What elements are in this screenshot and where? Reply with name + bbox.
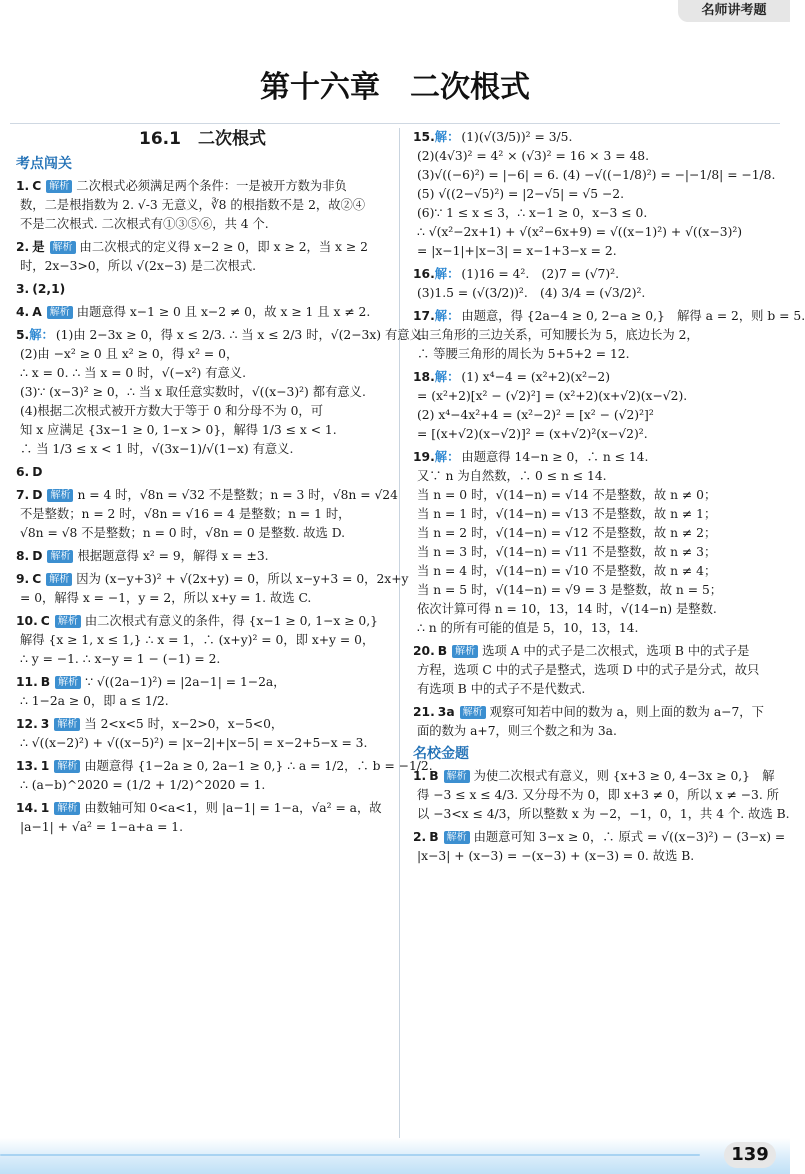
question-number: 2. — [413, 830, 427, 844]
entry-text: 当 n = 4 时，√(14−n) = √10 不是整数，故 n ≠ 4； — [417, 564, 717, 578]
right-entries-2 — [413, 767, 790, 866]
entry-text: (3)∵ (x−3)² ≥ 0，∴ 当 x 取任意实数时，√((x−3)²) 都有意义. — [20, 385, 366, 399]
right-column — [413, 128, 805, 870]
answer-choice: D — [32, 549, 43, 563]
entry-text: 由二次根式有意义的条件，得 {x−1 ≥ 0, 1−x ≥ 0,} — [84, 614, 378, 628]
question-number: 5. — [16, 328, 30, 342]
entry-text: 得 −3 ≤ x ≤ 4/3. 又分母不为 0，即 x+3 ≠ 0，所以 x ≠ −3. 所 — [417, 788, 779, 802]
subhead-kaodian: 考点闯关 — [16, 156, 72, 172]
entry-line — [16, 364, 389, 383]
entry-line — [413, 786, 778, 805]
entry-line — [16, 692, 389, 711]
entry-text: √8n = √8 不是整数；n = 0 时，√8n = 0 是整数. 故选 D. — [20, 526, 346, 540]
analysis-badge: 解析 — [444, 770, 470, 783]
analysis-badge: 解析 — [460, 706, 486, 719]
solution-label: 解： — [29, 328, 54, 342]
entry-line — [413, 467, 778, 486]
entry-line — [413, 562, 778, 581]
entry-line — [413, 619, 778, 638]
answer-choice: 3 — [40, 717, 50, 731]
entry-text: ∴ n 的所有可能的值是 5，10，13，14. — [417, 621, 639, 635]
entry-line — [413, 265, 778, 284]
solution-label: 解： — [434, 130, 460, 144]
entry-line — [16, 303, 389, 322]
answer-entry — [413, 703, 778, 741]
entry-text: (1)16 = 4². (2)7 = (√7)². — [461, 267, 620, 281]
entry-text: (5) √((2−√5)²) = |2−√5| = √5 −2. — [417, 187, 624, 201]
entry-text: 有选项 B 中的式子不是代数式. — [417, 682, 586, 696]
entry-text: = (x²+2)[x² − (√2)²] = (x²+2)(x+√2)(x−√2). — [417, 389, 688, 403]
entry-text: 不是整数；n = 2 时，√8n = √16 = 4 是整数；n = 1 时， — [20, 507, 351, 521]
question-number: 7. — [16, 488, 30, 502]
entry-text: 根据题意得 x² = 9，解得 x = ±3. — [77, 549, 269, 563]
answer-choice: B — [429, 769, 439, 783]
analysis-badge: 解析 — [54, 760, 80, 773]
header-tag: 名师讲考题 — [678, 0, 790, 22]
question-number: 15. — [413, 130, 435, 144]
analysis-badge: 解析 — [47, 306, 73, 319]
entry-text: (2) x⁴−4x²+4 = (x²−2)² = [x² − (√2)²]² — [417, 408, 654, 422]
entry-text: 由三角形的三边关系，可知腰长为 5，底边长为 2， — [417, 328, 699, 342]
entry-line — [413, 326, 778, 345]
entry-line — [413, 368, 778, 387]
entry-text: ∴ (a−b)^2020 = (1/2 + 1/2)^2020 = 1. — [20, 778, 266, 792]
answer-choice: A — [32, 305, 42, 319]
entry-text: ∴ y = −1. ∴ x−y = 1 − (−1) = 2. — [20, 652, 221, 666]
question-number: 12. — [16, 717, 38, 731]
entry-text: ∴ 1−2a ≥ 0，即 a ≤ 1/2. — [20, 694, 169, 708]
entry-text: 二次根式必须满足两个条件：一是被开方数为非负 — [76, 179, 347, 193]
answer-choice: 3a — [437, 705, 455, 719]
answer-entry — [16, 715, 389, 753]
entry-line — [16, 383, 389, 402]
entry-line — [16, 238, 389, 257]
entry-text: 当 n = 1 时，√(14−n) = √13 不是整数，故 n ≠ 1； — [417, 507, 717, 521]
entry-text: (2)(4√3)² = 4² × (√3)² = 16 × 3 = 48. — [417, 149, 649, 163]
answer-entry — [413, 767, 790, 824]
entry-text: (3)√((−6)²) = |−6| = 6. (4) −√((−1/8)²) = −|−1/8| = −1/8. — [417, 168, 776, 182]
question-number: 16. — [413, 267, 435, 281]
entry-line — [413, 204, 778, 223]
answer-entry — [16, 799, 389, 837]
entry-line — [413, 680, 778, 699]
answer-choice: C — [32, 572, 42, 586]
entry-text: 由二次根式的定义得 x−2 ≥ 0，即 x ≥ 2，当 x ≥ 2 — [79, 240, 368, 254]
entry-line — [16, 215, 389, 234]
entry-text: ∵ √((2a−1)²) = |2a−1| = 1−2a， — [85, 675, 286, 689]
entry-line — [16, 776, 389, 795]
column-divider — [399, 128, 400, 1146]
entry-line — [16, 757, 433, 776]
entry-line — [16, 345, 389, 364]
entry-line — [413, 387, 778, 406]
entry-line — [16, 196, 389, 215]
subhead-mingxiao: 名校金题 — [413, 746, 469, 762]
entry-line — [413, 425, 778, 444]
entry-text: 由题意，得 {2a−4 ≥ 0, 2−a ≥ 0,} 解得 a = 2，则 b = 5. — [461, 309, 805, 323]
answer-entry — [413, 828, 786, 866]
answer-entry — [413, 128, 778, 261]
entry-text: 又∵ n 为自然数，∴ 0 ≤ n ≤ 14. — [417, 469, 607, 483]
entry-line — [413, 284, 778, 303]
entry-text: 解得 {x ≥ 1, x ≤ 1,} ∴ x = 1，∴ (x+y)² = 0，即 x+y = 0， — [20, 633, 375, 647]
answer-choice: B — [429, 830, 439, 844]
question-number: 20. — [413, 644, 435, 658]
entry-text: (1) x⁴−4 = (x²+2)(x²−2) — [461, 370, 611, 384]
answer-choice: C — [40, 614, 50, 628]
answer-entry — [16, 673, 389, 711]
solution-label: 解： — [434, 267, 460, 281]
entry-text: 由题意得 {1−2a ≥ 0, 2a−1 ≥ 0,} ∴ a = 1/2，∴ b = −1/2. — [84, 759, 433, 773]
answer-entry — [16, 303, 389, 322]
question-number: 10. — [16, 614, 38, 628]
entry-line — [413, 242, 778, 261]
answer-entry — [413, 307, 805, 364]
answer-choice: D — [32, 488, 43, 502]
answer-choice: 1 — [40, 801, 50, 815]
entry-line — [413, 543, 778, 562]
analysis-badge: 解析 — [444, 831, 470, 844]
entry-text: 当 2<x<5 时，x−2>0，x−5<0， — [84, 717, 284, 731]
entry-line — [413, 406, 778, 425]
entry-line — [413, 345, 778, 364]
page-number: 139 — [724, 1142, 776, 1168]
entry-text: (3)1.5 = (√(3/2))². (4) 3/4 = (√3/2)². — [417, 286, 646, 300]
entry-line — [413, 581, 778, 600]
entry-text: (2)由 −x² ≥ 0 且 x² ≥ 0，得 x² = 0， — [20, 347, 239, 361]
entry-line — [16, 505, 389, 524]
answer-entry — [16, 238, 389, 276]
entry-text: 方程，选项 C 中的式子是整式，选项 D 中的式子是分式，故只 — [417, 663, 760, 677]
question-number: 9. — [16, 572, 30, 586]
entry-line — [413, 307, 805, 326]
entry-line — [413, 828, 786, 847]
entry-text: 观察可知若中间的数为 a，则上面的数为 a−7，下 — [489, 705, 764, 719]
entry-line — [16, 570, 409, 589]
entry-line — [16, 734, 389, 753]
entry-text: 选项 A 中的式子是二次根式，选项 B 中的式子是 — [482, 644, 750, 658]
question-number: 19. — [413, 450, 435, 464]
entry-text: (4)根据二次根式被开方数大于等于 0 和分母不为 0，可 — [20, 404, 324, 418]
question-number: 13. — [16, 759, 38, 773]
entry-line — [16, 524, 389, 543]
entry-line — [413, 805, 790, 824]
answer-choice: 1 — [40, 759, 50, 773]
entry-text: 依次计算可得 n = 10，13，14 时，√(14−n) 是整数. — [417, 602, 717, 616]
question-number: 6. — [16, 465, 30, 479]
answer-entry — [16, 280, 389, 299]
entry-text: (1)由 2−3x ≥ 0，得 x ≤ 2/3. ∴ 当 x ≤ 2/3 时，√(2−3x) 有意义. — [55, 328, 426, 342]
entry-line — [413, 185, 778, 204]
entry-line — [413, 166, 778, 185]
entry-text: 知 x 应满足 {3x−1 ≥ 0, 1−x > 0}，解得 1/3 ≤ x < 1. — [20, 423, 337, 437]
entry-text: = |x−1|+|x−3| = x−1+3−x = 2. — [417, 244, 617, 258]
entry-text: 为使二次根式有意义，则 {x+3 ≥ 0, 4−3x ≥ 0,} 解 — [473, 769, 775, 783]
entry-text: ∴ 等腰三角形的周长为 5+5+2 = 12. — [417, 347, 630, 361]
entry-line — [413, 448, 778, 467]
answer-choice: B — [437, 644, 448, 658]
entry-line — [16, 650, 389, 669]
entry-line — [413, 600, 778, 619]
question-number: 11. — [16, 675, 38, 689]
entry-line — [16, 421, 389, 440]
top-rule — [10, 123, 780, 124]
right-entries — [413, 128, 805, 741]
entry-text: n = 4 时，√8n = √32 不是整数；n = 3 时，√8n = √24 — [77, 488, 398, 502]
analysis-badge: 解析 — [55, 676, 81, 689]
question-number: 18. — [413, 370, 435, 384]
entry-text: (6)∵ 1 ≤ x ≤ 3，∴ x−1 ≥ 0，x−3 ≤ 0. — [417, 206, 648, 220]
entry-line — [413, 661, 778, 680]
analysis-badge: 解析 — [54, 802, 80, 815]
entry-line — [16, 326, 426, 345]
entry-line — [413, 767, 778, 786]
entry-text: 数，二是根指数为 2. √-3 无意义，∛8 的根指数不是 2，故②④ — [20, 198, 366, 212]
analysis-badge: 解析 — [55, 615, 81, 628]
entry-text: 当 n = 3 时，√(14−n) = √11 不是整数，故 n ≠ 3； — [417, 545, 717, 559]
entry-line — [16, 486, 398, 505]
entry-line — [413, 505, 778, 524]
answer-entry — [413, 448, 778, 638]
answer-entry — [413, 642, 778, 699]
question-number: 4. — [16, 305, 30, 319]
entry-line — [413, 147, 778, 166]
answer-choice: 是 — [32, 240, 45, 254]
solution-label: 解： — [434, 370, 460, 384]
entry-text: 由题意得 14−n ≥ 0，∴ n ≤ 14. — [461, 450, 649, 464]
entry-line — [16, 463, 389, 482]
section-title: 16.1 二次根式 — [139, 129, 266, 149]
question-number: 1. — [413, 769, 427, 783]
analysis-badge: 解析 — [47, 489, 73, 502]
entry-text: |x−3| + (x−3) = −(x−3) + (x−3) = 0. 故选 B. — [417, 849, 695, 863]
entry-line — [413, 703, 778, 722]
entry-text: (1)(√(3/5))² = 3/5. — [461, 130, 573, 144]
answer-entry — [16, 757, 433, 795]
entry-text: ∴ √(x²−2x+1) + √(x²−6x+9) = √((x−1)²) + √((x−3)²) — [417, 225, 743, 239]
answer-entry — [16, 463, 389, 482]
answer-entry — [16, 570, 409, 608]
entry-line — [16, 612, 389, 631]
question-number: 1. — [16, 179, 30, 193]
entry-line — [16, 177, 389, 196]
answer-entry — [16, 547, 389, 566]
entry-text: 由题意得 x−1 ≥ 0 且 x−2 ≠ 0，故 x ≥ 1 且 x ≠ 2. — [76, 305, 371, 319]
answer-entry — [413, 265, 778, 303]
entry-line — [413, 223, 778, 242]
entry-text: ∴ √((x−2)²) + √((x−5)²) = |x−2|+|x−5| = x−2+5−x = 3. — [20, 736, 368, 750]
question-number: 3. — [16, 282, 30, 296]
entry-line — [16, 547, 389, 566]
entry-line — [16, 673, 389, 692]
entry-line — [413, 722, 778, 741]
entry-line — [16, 631, 389, 650]
entry-text: ∴ x = 0. ∴ 当 x = 0 时，√(−x²) 有意义. — [20, 366, 247, 380]
entry-line — [413, 486, 778, 505]
entry-text: 不是二次根式. 二次根式有①③⑤⑥，共 4 个. — [20, 217, 269, 231]
entry-line — [16, 799, 389, 818]
entry-text: = 0，解得 x = −1，y = 2，所以 x+y = 1. 故选 C. — [20, 591, 312, 605]
entry-text: 因为 (x−y+3)² + √(2x+y) = 0，所以 x−y+3 = 0，2x+y — [76, 572, 409, 586]
entry-line — [16, 818, 389, 837]
answer-choice: C — [32, 179, 42, 193]
entry-line — [16, 280, 389, 299]
entry-text: 以 −3<x ≤ 4/3，所以整数 x 为 −2，−1，0，1，共 4 个. 故选 B. — [417, 807, 790, 821]
question-number: 2. — [16, 240, 30, 254]
entry-line — [16, 402, 389, 421]
answer-choice: D — [32, 465, 43, 479]
entry-text: 时，2x−3>0，所以 √(2x−3) 是二次根式. — [20, 259, 257, 273]
chapter-title: 第十六章 二次根式 — [260, 70, 530, 105]
answer-entry — [16, 486, 398, 543]
answer-choice: B — [40, 675, 51, 689]
entry-line — [413, 128, 778, 147]
entry-text: 当 n = 2 时，√(14−n) = √12 不是整数，故 n ≠ 2； — [417, 526, 717, 540]
entry-line — [413, 847, 778, 866]
question-number: 21. — [413, 705, 435, 719]
solution-label: 解： — [434, 309, 460, 323]
entry-line — [413, 642, 778, 661]
entry-line — [16, 257, 389, 276]
entry-text: |a−1| + √a² = 1−a+a = 1. — [20, 820, 184, 834]
entry-text: = [(x+√2)(x−√2)]² = (x+√2)²(x−√2)². — [417, 427, 648, 441]
question-number: 17. — [413, 309, 435, 323]
entry-line — [413, 524, 778, 543]
entry-text: 当 n = 0 时，√(14−n) = √14 不是整数，故 n ≠ 0； — [417, 488, 717, 502]
answer-entry — [16, 612, 389, 669]
solution-label: 解： — [434, 450, 460, 464]
question-number: 8. — [16, 549, 30, 563]
answer-choice: (2,1) — [32, 282, 66, 296]
question-number: 14. — [16, 801, 38, 815]
entry-line — [16, 440, 389, 459]
analysis-badge: 解析 — [47, 550, 73, 563]
entry-line — [16, 715, 389, 734]
entry-text: 由题意可知 3−x ≥ 0，∴ 原式 = √((x−3)²) − (3−x) = — [473, 830, 786, 844]
entry-text: 由数轴可知 0<a<1，则 |a−1| = 1−a，√a² = a，故 — [84, 801, 382, 815]
answer-entry — [413, 368, 778, 444]
analysis-badge: 解析 — [452, 645, 478, 658]
analysis-badge: 解析 — [46, 180, 72, 193]
entry-text: 当 n = 5 时，√(14−n) = √9 = 3 是整数，故 n = 5； — [417, 583, 723, 597]
footer-wave-line — [0, 1154, 700, 1156]
entry-text: 面的数为 a+7，则三个数之和为 3a. — [417, 724, 617, 738]
analysis-badge: 解析 — [50, 241, 76, 254]
analysis-badge: 解析 — [54, 718, 80, 731]
analysis-badge: 解析 — [46, 573, 72, 586]
footer-wave — [0, 1138, 790, 1174]
entry-text: ∴ 当 1/3 ≤ x < 1 时，√(3x−1)/√(1−x) 有意义. — [20, 442, 294, 456]
answer-entry — [16, 177, 389, 234]
entry-line — [16, 589, 389, 608]
